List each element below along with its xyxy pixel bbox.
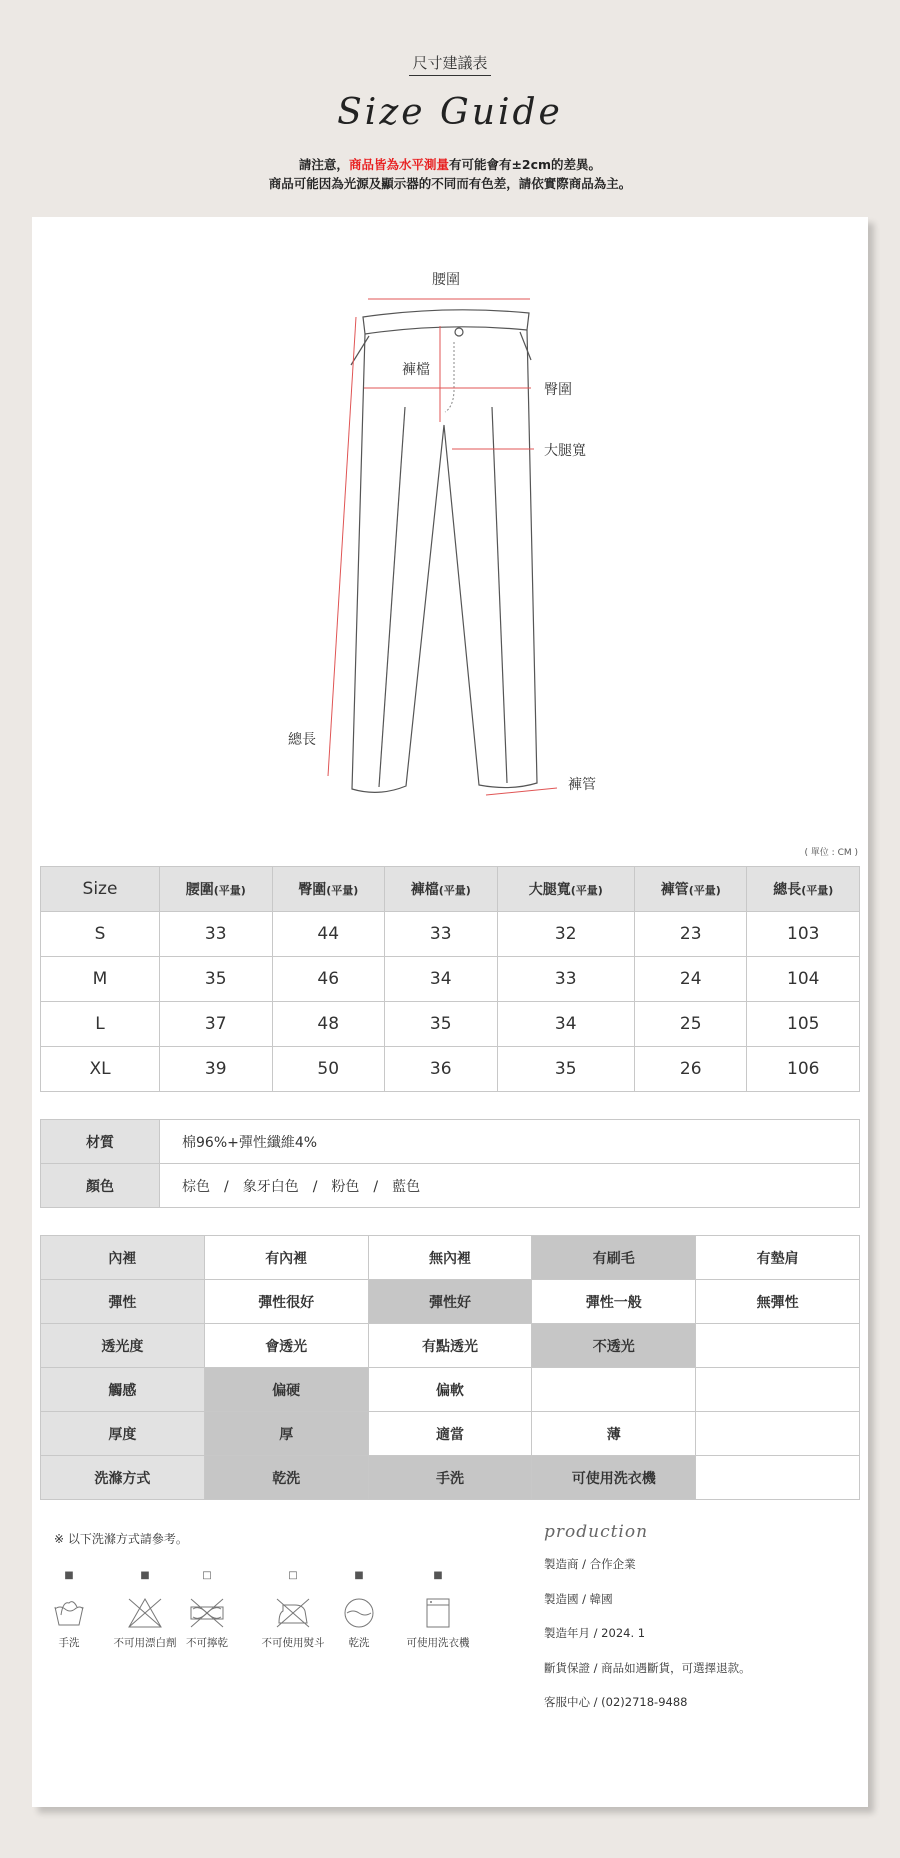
- attribute-label: 厚度: [41, 1412, 205, 1456]
- care-item: [182, 1569, 232, 1650]
- size-cell: 25: [634, 1002, 747, 1047]
- attribute-option: 彈性很好: [204, 1280, 368, 1324]
- production-line: 製造年月 / 2024. 1: [544, 1626, 646, 1640]
- attribute-option: 無彈性: [696, 1280, 860, 1324]
- attribute-option: 有刷毛: [532, 1236, 696, 1280]
- size-cell: 44: [272, 912, 385, 957]
- attribute-option: 偏硬: [204, 1368, 368, 1412]
- size-cell: M: [41, 957, 160, 1002]
- attribute-table: [40, 1235, 860, 1500]
- table-row: [41, 957, 860, 1002]
- attribute-row: [41, 1324, 860, 1368]
- machine-wash-icon: [420, 1595, 456, 1631]
- size-cell: 32: [497, 912, 634, 957]
- production-info: [544, 1522, 751, 1729]
- production-line: 製造國 / 韓國: [544, 1591, 613, 1606]
- length-label: 總長: [288, 732, 316, 748]
- size-cell: 103: [747, 912, 860, 957]
- size-col-header: Size: [41, 867, 160, 912]
- attribute-option: 有墊肩: [696, 1236, 860, 1280]
- hip-label: 臀圍: [544, 382, 572, 398]
- size-cell: 34: [497, 1002, 634, 1047]
- attribute-option: 有內裡: [204, 1236, 368, 1280]
- hem-label: 褲管: [568, 777, 596, 793]
- pants-illustration: [32, 217, 868, 817]
- table-row: [41, 912, 860, 957]
- attribute-option: 不透光: [532, 1324, 696, 1368]
- size-cell: 33: [160, 912, 273, 957]
- unit-note: ( 單位 : CM ): [804, 848, 858, 858]
- size-cell: 37: [160, 1002, 273, 1047]
- size-guide-title-zh: 尺寸建議表: [0, 52, 900, 73]
- attribute-row: [41, 1412, 860, 1456]
- hand-wash-icon: [51, 1595, 87, 1631]
- production-title: production: [544, 1522, 649, 1542]
- size-cell: 34: [385, 957, 498, 1002]
- no-wring-icon: [189, 1595, 225, 1631]
- attribute-option: 有點透光: [368, 1324, 532, 1368]
- size-guide-card: [32, 217, 868, 1807]
- attribute-option: 彈性一般: [532, 1280, 696, 1324]
- attribute-option: [696, 1324, 860, 1368]
- attribute-option: 薄: [532, 1412, 696, 1456]
- attribute-option: 可使用洗衣機: [532, 1456, 696, 1500]
- attribute-option: 適當: [368, 1412, 532, 1456]
- size-cell: L: [41, 1002, 160, 1047]
- color-label: 顏色: [41, 1164, 160, 1208]
- attribute-option: 無內裡: [368, 1236, 532, 1280]
- care-mark: □: [202, 1570, 212, 1581]
- material-label: 材質: [41, 1120, 160, 1164]
- size-cell: 50: [272, 1047, 385, 1092]
- attribute-option: 手洗: [368, 1456, 532, 1500]
- size-cell: 33: [385, 912, 498, 957]
- attribute-row: [41, 1280, 860, 1324]
- table-row: [41, 1047, 860, 1092]
- attribute-option: [532, 1368, 696, 1412]
- size-cell: 105: [747, 1002, 860, 1047]
- no-iron-icon: [275, 1595, 311, 1631]
- care-mark: ■: [433, 1570, 443, 1581]
- attribute-option: [696, 1456, 860, 1500]
- attribute-option: 彈性好: [368, 1280, 532, 1324]
- care-mark: ■: [354, 1570, 364, 1581]
- size-cell: XL: [41, 1047, 160, 1092]
- care-item: [110, 1569, 180, 1650]
- material-value: 棉96%+彈性纖維4%: [160, 1120, 860, 1164]
- rise-label: 褲檔: [402, 362, 430, 378]
- care-mark: ■: [64, 1570, 74, 1581]
- care-icons: [44, 1569, 504, 1689]
- attribute-option: [696, 1368, 860, 1412]
- production-line: 製造商 / 合作企業: [544, 1557, 636, 1571]
- waist-label: 腰圍: [432, 272, 460, 288]
- size-table: [40, 866, 860, 1092]
- measurement-note: 請注意，商品皆為水平測量有可能會有±2cm的差異。 商品可能因為光源及顯示器的不同而有色差，請依實際商品為主。: [268, 157, 632, 191]
- care-note: ※ 以下洗滌方式請參考。: [54, 1532, 188, 1546]
- size-cell: 35: [160, 957, 273, 1002]
- size-cell: 36: [385, 1047, 498, 1092]
- size-col-header: 臀圍(平量): [272, 867, 385, 912]
- size-cell: S: [41, 912, 160, 957]
- production-line: 客服中心 / (02)2718-9488: [544, 1695, 688, 1709]
- dry-clean-icon: [341, 1595, 377, 1631]
- care-item: [258, 1569, 328, 1650]
- size-cell: 26: [634, 1047, 747, 1092]
- attribute-option: [696, 1412, 860, 1456]
- size-col-header: 大腿寬(平量): [497, 867, 634, 912]
- attribute-row: [41, 1236, 860, 1280]
- size-cell: 104: [747, 957, 860, 1002]
- size-col-header: 褲管(平量): [634, 867, 747, 912]
- attribute-option: 厚: [204, 1412, 368, 1456]
- care-item: [334, 1569, 384, 1650]
- attribute-label: 洗滌方式: [41, 1456, 205, 1500]
- color-value: 棕色 / 象牙白色 / 粉色 / 藍色: [160, 1164, 860, 1208]
- size-cell: 24: [634, 957, 747, 1002]
- attribute-label: 彈性: [41, 1280, 205, 1324]
- attribute-option: 乾洗: [204, 1456, 368, 1500]
- care-label: 不可使用熨斗: [261, 1637, 325, 1649]
- care-label: 不可用漂白劑: [113, 1637, 177, 1649]
- care-label: 手洗: [58, 1637, 80, 1649]
- care-item: [44, 1569, 94, 1650]
- care-mark: ■: [140, 1570, 150, 1581]
- attribute-option: 會透光: [204, 1324, 368, 1368]
- care-label: 可使用洗衣機: [406, 1637, 470, 1649]
- pants-diagram: [32, 217, 868, 817]
- care-label: 不可擰乾: [186, 1637, 228, 1649]
- size-cell: 106: [747, 1047, 860, 1092]
- size-col-header: 總長(平量): [747, 867, 860, 912]
- attribute-label: 觸感: [41, 1368, 205, 1412]
- size-guide-title-en: Size Guide: [337, 92, 563, 133]
- care-item: [402, 1569, 474, 1650]
- size-cell: 33: [497, 957, 634, 1002]
- size-cell: 46: [272, 957, 385, 1002]
- size-cell: 39: [160, 1047, 273, 1092]
- attribute-option: 偏軟: [368, 1368, 532, 1412]
- size-cell: 48: [272, 1002, 385, 1047]
- size-col-header: 腰圍(平量): [160, 867, 273, 912]
- attribute-row: [41, 1456, 860, 1500]
- attribute-label: 透光度: [41, 1324, 205, 1368]
- size-cell: 23: [634, 912, 747, 957]
- size-cell: 35: [497, 1047, 634, 1092]
- size-cell: 35: [385, 1002, 498, 1047]
- size-col-header: 褲檔(平量): [385, 867, 498, 912]
- care-mark: □: [288, 1570, 298, 1581]
- thigh-label: 大腿寬: [544, 443, 586, 459]
- material-table: [40, 1119, 860, 1208]
- attribute-label: 內裡: [41, 1236, 205, 1280]
- attribute-row: [41, 1368, 860, 1412]
- table-row: [41, 1002, 860, 1047]
- care-label: 乾洗: [348, 1637, 370, 1649]
- no-bleach-icon: [127, 1595, 163, 1631]
- production-line: 斷貨保證 / 商品如遇斷貨，可選擇退款。: [544, 1660, 751, 1675]
